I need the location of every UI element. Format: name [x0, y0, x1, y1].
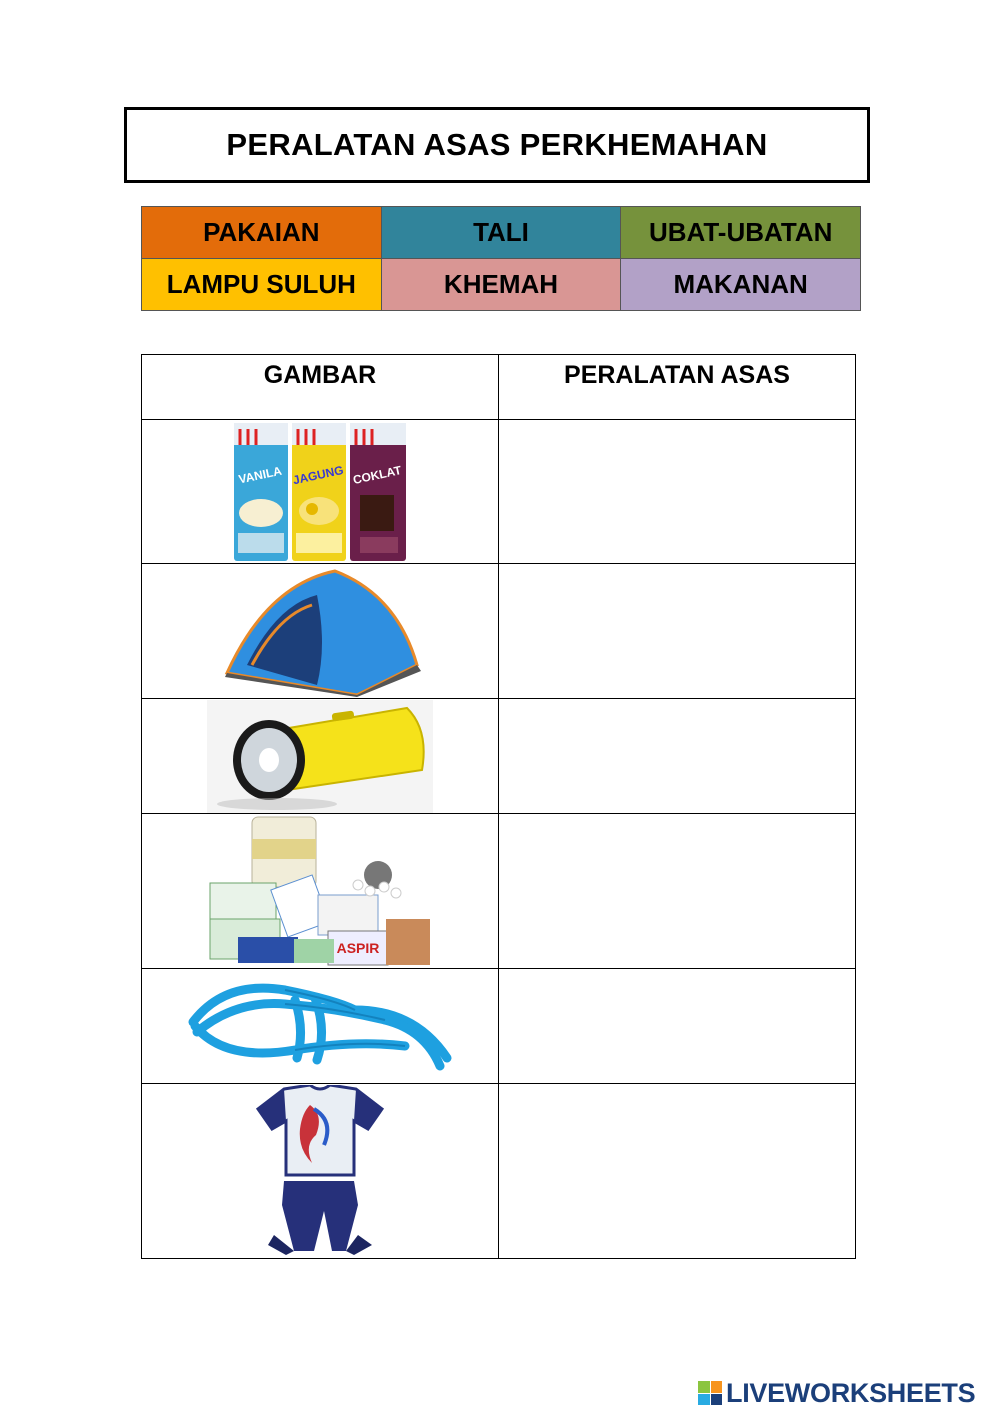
- table-row: [142, 420, 856, 564]
- worksheet-title: PERALATAN ASAS PERKHEMAHAN: [124, 107, 870, 183]
- answer-drop-zone[interactable]: [499, 564, 856, 699]
- image-cell: [142, 814, 499, 969]
- tent-image: [207, 565, 433, 697]
- table-row: [142, 969, 856, 1084]
- image-cell: [142, 564, 499, 699]
- word-bank-item-lampu-suluh[interactable]: LAMPU SULUH: [142, 259, 382, 311]
- table-row: [142, 699, 856, 814]
- medicines-image: [208, 815, 432, 967]
- answer-drop-zone[interactable]: [499, 1084, 856, 1259]
- logo-icon: [698, 1381, 722, 1405]
- header-gambar: GAMBAR: [142, 355, 499, 420]
- table-row: [142, 564, 856, 699]
- rope-image: [185, 970, 455, 1082]
- word-bank-item-pakaian[interactable]: PAKAIAN: [142, 207, 382, 259]
- word-bank-item-ubat-ubatan[interactable]: UBAT-UBATAN: [621, 207, 861, 259]
- image-cell: [142, 420, 499, 564]
- word-bank-item-khemah[interactable]: KHEMAH: [381, 259, 621, 311]
- pack1-label: VANILA: [237, 463, 284, 486]
- flashlight-image: [207, 700, 433, 813]
- answer-drop-zone[interactable]: [499, 814, 856, 969]
- table-row: [142, 814, 856, 969]
- word-bank: [141, 206, 861, 311]
- answer-table: [141, 354, 856, 1259]
- table-row: [142, 1084, 856, 1259]
- image-cell: [142, 699, 499, 814]
- header-peralatan-asas: PERALATAN ASAS: [499, 355, 856, 420]
- image-cell: [142, 969, 499, 1084]
- logo-text: LIVEWORKSHEETS: [726, 1377, 976, 1408]
- image-cell: [142, 1084, 499, 1259]
- medicine-label: ASPIR: [336, 940, 380, 956]
- pack2-label: JAGUNG: [291, 462, 345, 487]
- answer-drop-zone[interactable]: [499, 420, 856, 564]
- word-bank-item-tali[interactable]: TALI: [381, 207, 621, 259]
- liveworksheets-logo: [698, 1377, 975, 1409]
- word-bank-item-makanan[interactable]: MAKANAN: [621, 259, 861, 311]
- pack3-label: COKLAT: [351, 462, 403, 487]
- biscuit-packs-image: [230, 421, 410, 563]
- answer-drop-zone[interactable]: [499, 699, 856, 814]
- answer-drop-zone[interactable]: [499, 969, 856, 1084]
- clothes-image: [254, 1085, 386, 1257]
